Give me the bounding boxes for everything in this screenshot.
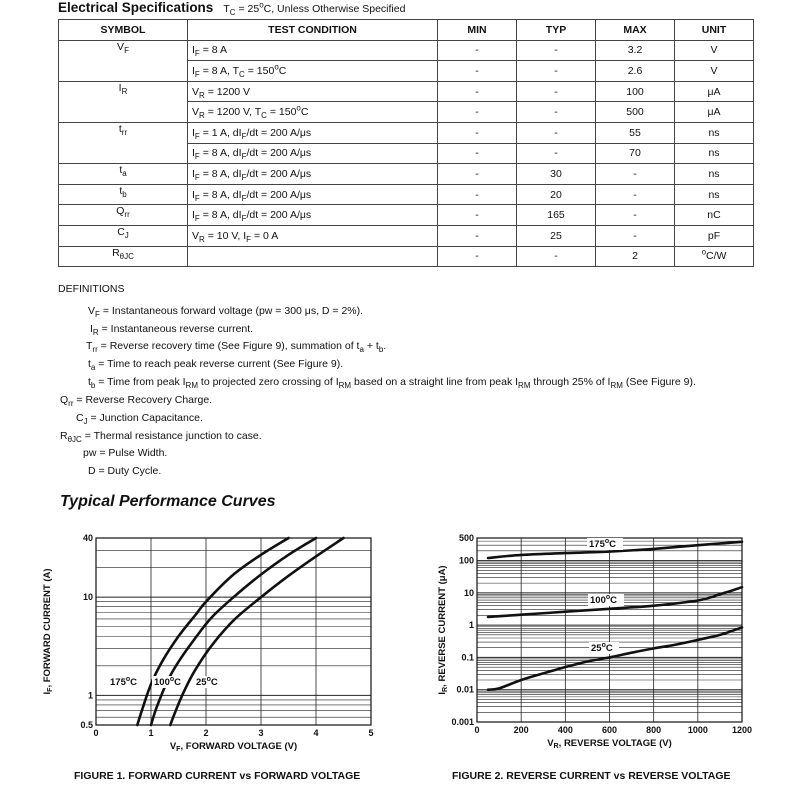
cell-test-condition: $I_F = 1$ A, $dI_F/dt = 200$ A/μs: [188, 122, 438, 143]
cell-max: 55: [596, 122, 675, 143]
x-tick-label: 4: [313, 728, 319, 738]
cell-test-condition: $I_F = 8$ A, $dI_F/dt = 200$ A/μs: [188, 205, 438, 226]
cell-symbol: $t_a$: [59, 164, 188, 185]
cell-test-condition: [188, 246, 438, 267]
definition-item: $V_F$ = Instantaneous forward voltage (pw = 300 μs, D = 2%).: [88, 305, 364, 320]
col-header-min: MIN: [438, 20, 517, 41]
cell-unit: nC: [675, 205, 754, 226]
col-header-max: MAX: [596, 20, 675, 41]
col-header-unit: UNIT: [675, 20, 754, 41]
y-axis-label: $I_F$, FORWARD CURRENT (A): [42, 568, 54, 695]
series-label: 100$^o$C: [154, 676, 182, 688]
cell-max: 2.6: [596, 61, 675, 82]
y-tick-label: 1: [468, 620, 474, 631]
x-tick-label: 1: [148, 728, 154, 738]
x-tick-label: 3: [258, 728, 264, 738]
cell-max: 100: [596, 81, 675, 102]
y-tick-label: 0.01: [456, 684, 474, 695]
cell-min: -: [438, 122, 517, 143]
figure2-caption: FIGURE 2. REVERSE CURRENT vs REVERSE VOLTAGE: [452, 770, 731, 782]
y-tick-label: 10: [82, 592, 93, 603]
forward-current-chart: [40, 528, 390, 760]
cell-min: -: [438, 61, 517, 82]
cell-unit: $^o$C/W: [675, 246, 754, 267]
y-tick-label: 0.1: [461, 652, 474, 663]
cell-min: -: [438, 81, 517, 102]
cell-typ: -: [517, 102, 596, 123]
definition-item: $Q_{rr}$ = Reverse Recovery Charge.: [60, 394, 213, 409]
cell-min: -: [438, 102, 517, 123]
table-row: [59, 246, 754, 267]
table-row: [59, 205, 754, 226]
cell-typ: 30: [517, 164, 596, 185]
series-label: 175$^o$C: [589, 538, 617, 550]
series-label: 175$^o$C: [110, 676, 138, 688]
spec-header: [58, 0, 405, 18]
cell-unit: μA: [675, 81, 754, 102]
x-tick-label: 2: [203, 728, 209, 738]
x-tick-label: 0: [474, 725, 480, 735]
spec-table: [58, 19, 754, 267]
cell-min: -: [438, 225, 517, 246]
cell-max: 3.2: [596, 40, 675, 61]
y-tick-label: 10: [463, 587, 474, 598]
figure1-caption: FIGURE 1. FORWARD CURRENT vs FORWARD VOLTAGE: [74, 770, 361, 782]
cell-unit: ns: [675, 164, 754, 185]
cell-unit: V: [675, 61, 754, 82]
definition-item: pw = Pulse Width.: [83, 447, 168, 459]
cell-max: -: [596, 184, 675, 205]
cell-typ: 165: [517, 205, 596, 226]
spec-header-row: [59, 20, 754, 41]
plot-frame: [96, 538, 371, 725]
cell-min: -: [438, 164, 517, 185]
spec-title: Electrical Specifications: [58, 0, 214, 15]
table-row: [59, 122, 754, 143]
cell-test-condition: $V_R = 10$ V, $I_F = 0$ A: [188, 225, 438, 246]
series-line: [170, 538, 343, 725]
y-tick-label: 1: [87, 690, 93, 701]
cell-symbol: $Q_{rr}$: [59, 205, 188, 226]
x-tick-label: 600: [601, 725, 618, 735]
performance-title: Typical Performance Curves: [60, 493, 276, 510]
cell-symbol: $I_R$: [59, 81, 188, 122]
x-tick-label: 800: [646, 725, 662, 735]
cell-min: -: [438, 184, 517, 205]
definition-item: $t_b$ = Time from peak $I_{RM}$ to projected zero crossing of $I_{RM}$ based on a straight line from peak $I_{RM}$ through 25% of $I_{RM}$ (See Figure 9).: [88, 376, 696, 391]
cell-unit: pF: [675, 225, 754, 246]
table-row: [59, 40, 754, 61]
series-label: 100$^o$C: [590, 594, 618, 606]
cell-symbol: $t_{rr}$: [59, 122, 188, 163]
x-tick-label: 1000: [687, 725, 708, 735]
cell-typ: -: [517, 143, 596, 164]
cell-max: 70: [596, 143, 675, 164]
cell-max: -: [596, 205, 675, 226]
cell-test-condition: $V_R = 1200$ V: [188, 81, 438, 102]
col-header-test-condition: TEST CONDITION: [188, 20, 438, 41]
series-label: 25$^o$C: [591, 642, 613, 654]
definitions-title: DEFINITIONS: [58, 283, 125, 295]
cell-unit: μA: [675, 102, 754, 123]
cell-test-condition: $I_F = 8$ A, $dI_F/dt = 200$ A/μs: [188, 164, 438, 185]
cell-test-condition: $V_R = 1200$ V, $T_C = 150^oC$: [188, 102, 438, 123]
x-tick-label: 1200: [731, 725, 753, 735]
cell-test-condition: $I_F = 8$ A, $dI_F/dt = 200$ A/μs: [188, 143, 438, 164]
cell-min: -: [438, 40, 517, 61]
cell-typ: -: [517, 81, 596, 102]
y-tick-label: 500: [458, 533, 474, 543]
x-axis-label: $V_F$, FORWARD VOLTAGE (V): [169, 741, 298, 753]
series-line: [151, 538, 316, 725]
cell-min: -: [438, 246, 517, 267]
cell-max: -: [596, 164, 675, 185]
definition-item: $t_a$ = Time to reach peak reverse current (See Figure 9).: [88, 358, 344, 373]
cell-typ: 20: [517, 184, 596, 205]
series-line: [488, 627, 742, 689]
cell-typ: -: [517, 122, 596, 143]
series-label: 25$^o$C: [196, 676, 218, 688]
x-tick-label: 5: [368, 728, 374, 738]
cell-test-condition: $I_F = 8$ A, $dI_F/dt = 200$ A/μs: [188, 184, 438, 205]
cell-symbol: $V_F$: [59, 40, 188, 81]
definition-item: $C_J$ = Junction Capacitance.: [76, 412, 203, 427]
cell-unit: ns: [675, 143, 754, 164]
definition-item: $T_{rr}$ = Reverse recovery time (See Figure 9), summation of $t_a + t_b$.: [86, 340, 387, 355]
col-header-typ: TYP: [517, 20, 596, 41]
y-axis-label: $I_R$, REVERSE CURRENT (μA): [437, 565, 449, 695]
cell-test-condition: $I_F = 8$ A, $T_C = 150^oC$: [188, 61, 438, 82]
table-row: [59, 164, 754, 185]
x-tick-label: 200: [513, 725, 529, 735]
definition-item: $I_R$ = Instantaneous reverse current.: [90, 323, 254, 338]
cell-test-condition: $I_F = 8$ A: [188, 40, 438, 61]
cell-unit: ns: [675, 122, 754, 143]
definition-item: $R_{\theta JC}$ = Thermal resistance junction to case.: [60, 430, 262, 445]
cell-typ: -: [517, 40, 596, 61]
cell-max: 500: [596, 102, 675, 123]
x-axis-label: $V_R$, REVERSE VOLTAGE (V): [547, 738, 672, 750]
y-tick-label: 0.5: [80, 720, 93, 730]
cell-typ: -: [517, 246, 596, 267]
cell-min: -: [438, 143, 517, 164]
x-tick-label: 400: [557, 725, 573, 735]
y-tick-label: 100: [458, 555, 474, 566]
cell-min: -: [438, 205, 517, 226]
cell-symbol: $t_b$: [59, 184, 188, 205]
cell-max: -: [596, 225, 675, 246]
cell-symbol: $C_J$: [59, 225, 188, 246]
spec-subtitle: $T_C = 25^oC$, Unless Otherwise Specified: [223, 0, 406, 18]
cell-typ: 25: [517, 225, 596, 246]
cell-max: 2: [596, 246, 675, 267]
col-header-symbol: SYMBOL: [59, 20, 188, 41]
x-tick-label: 0: [93, 728, 99, 738]
y-tick-label: 40: [82, 533, 93, 543]
table-row: [59, 184, 754, 205]
cell-unit: ns: [675, 184, 754, 205]
definition-item: D = Duty Cycle.: [88, 465, 162, 477]
table-row: [59, 81, 754, 102]
table-row: [59, 225, 754, 246]
y-tick-label: 0.001: [451, 717, 474, 727]
cell-symbol: $R_{\theta JC}$: [59, 246, 188, 267]
cell-unit: V: [675, 40, 754, 61]
reverse-current-chart: [425, 528, 770, 760]
cell-typ: -: [517, 61, 596, 82]
